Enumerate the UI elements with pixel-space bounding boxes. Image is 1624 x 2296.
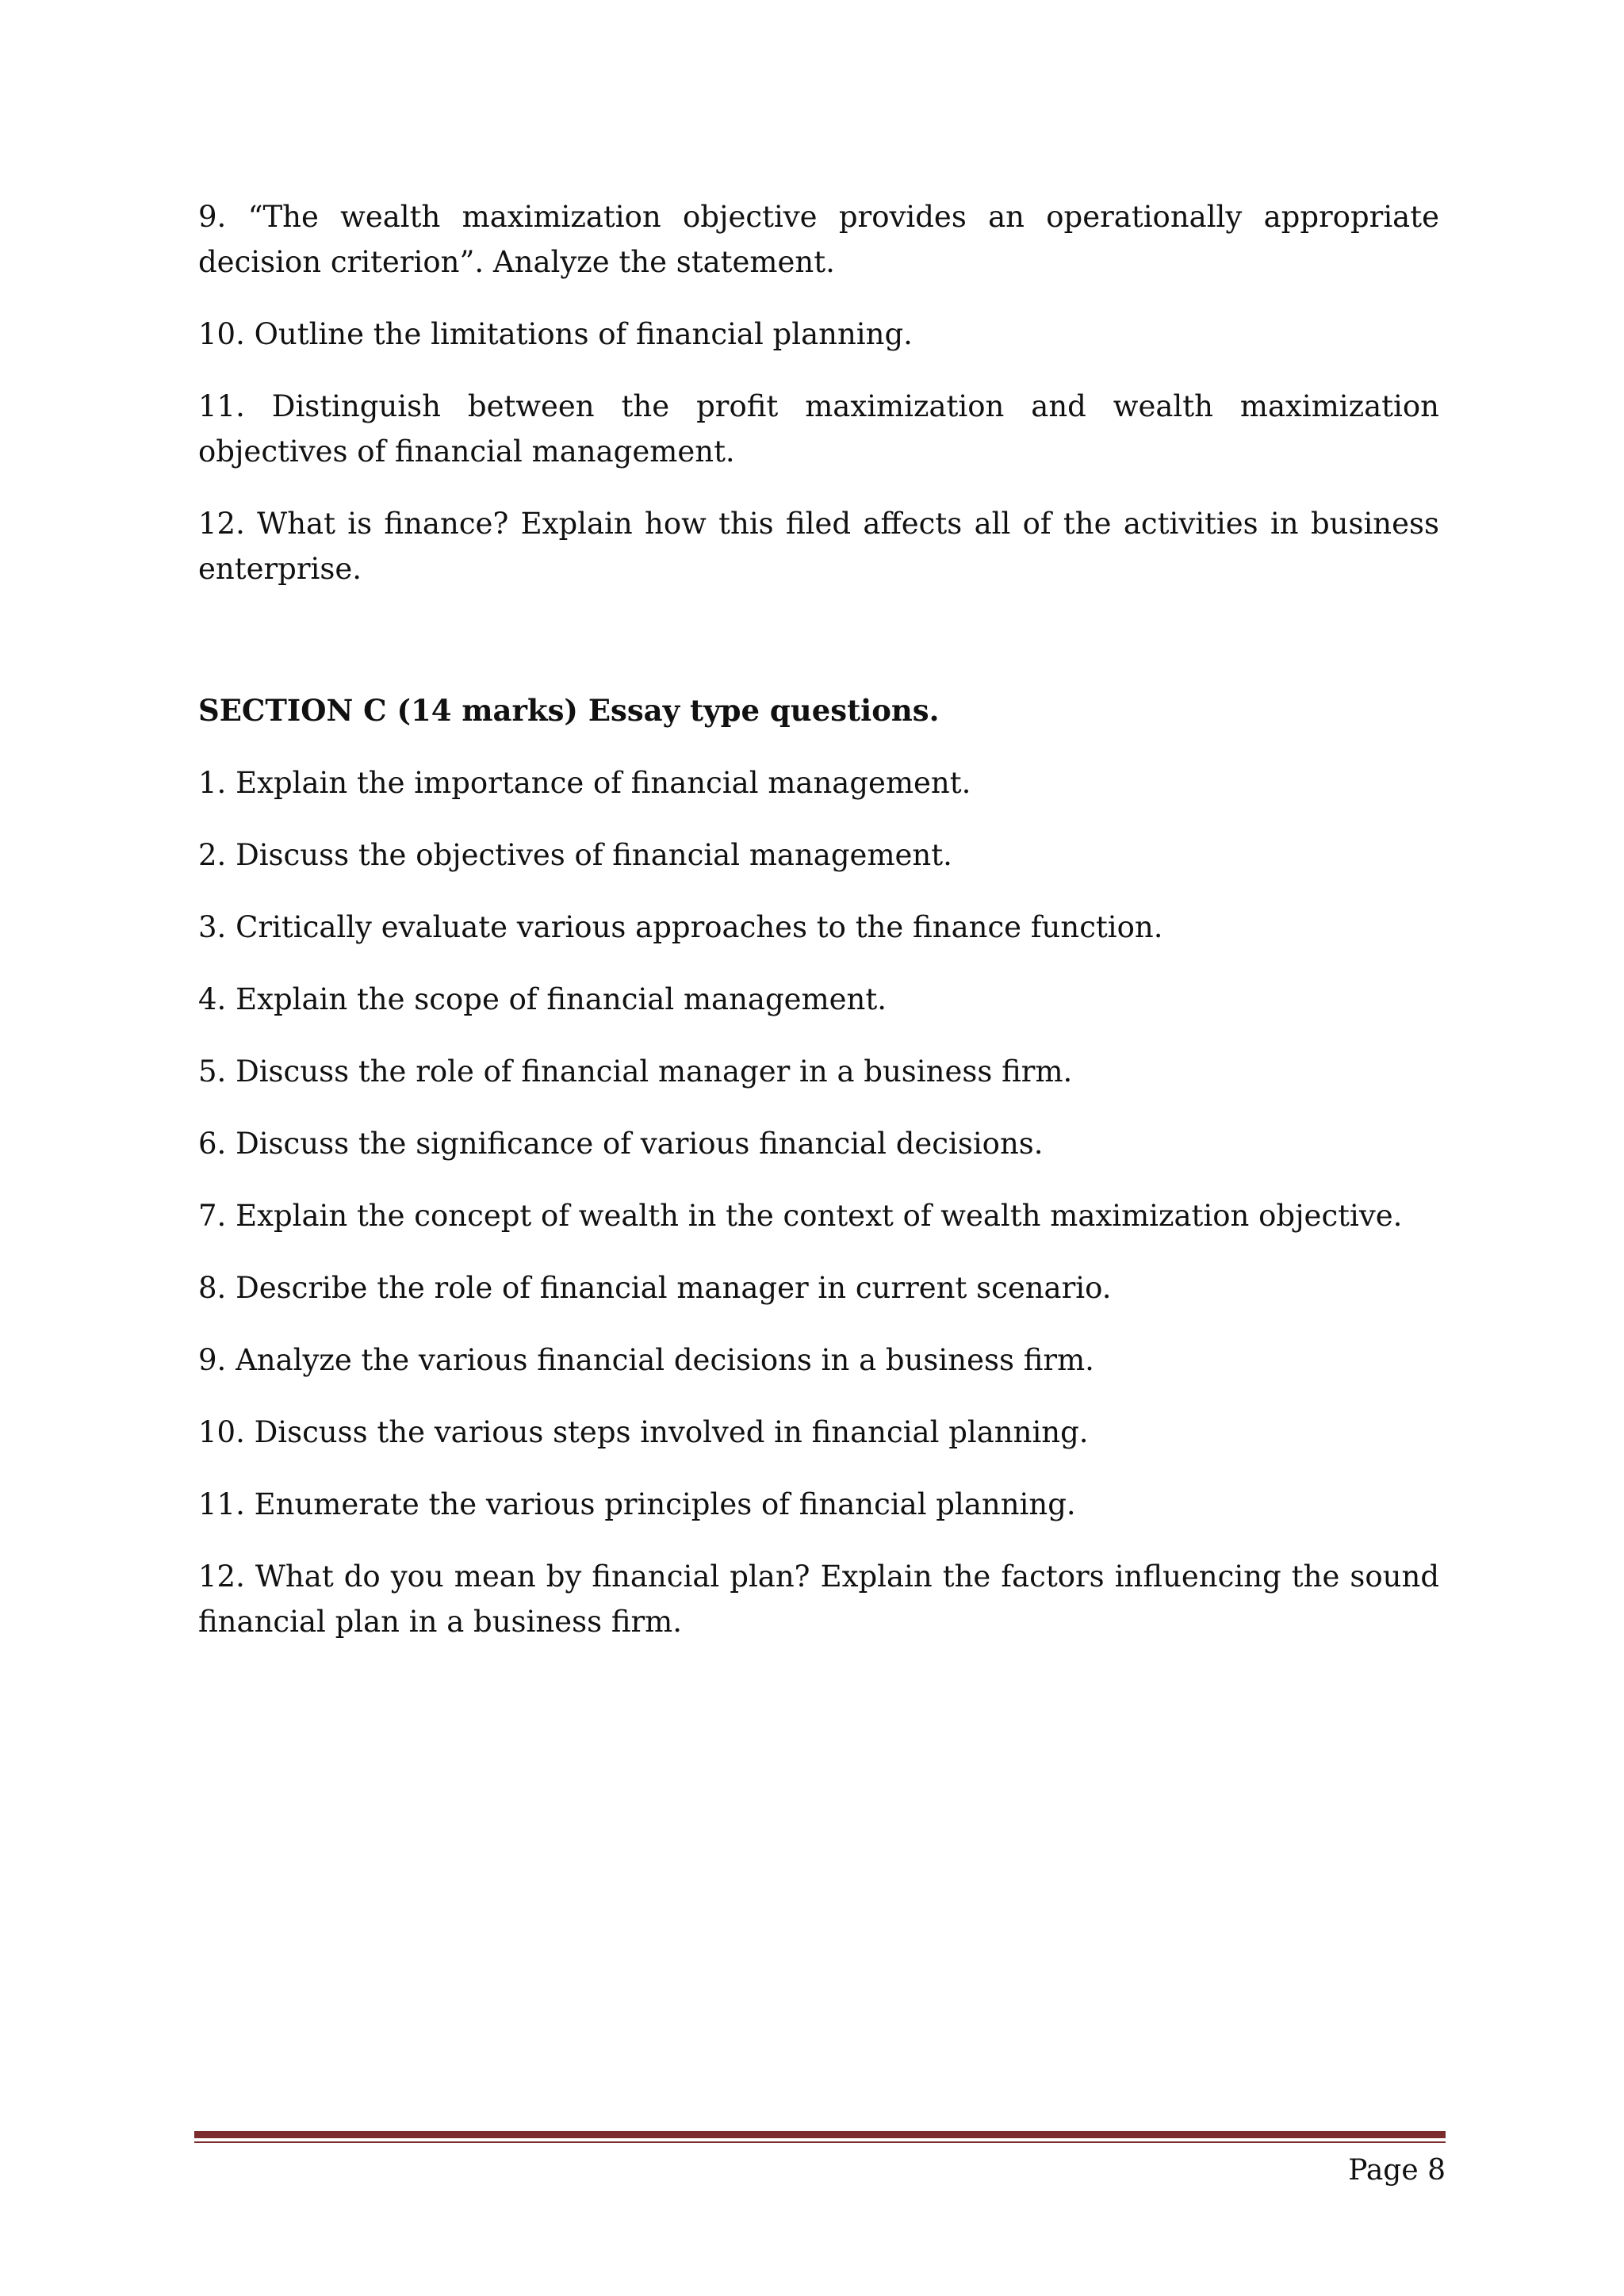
page-number: Page 8 [1348, 2154, 1446, 2187]
footer-rule-thick [194, 2131, 1446, 2138]
question-c-3: 3. Critically evaluate various approaches to the finance function. [198, 910, 1163, 944]
question-c-5: 5. Discuss the role of financial manager in a business firm. [198, 1054, 1073, 1089]
page-content [198, 194, 1439, 1671]
question-c-7: 7. Explain the concept of wealth in the context of wealth maximization objective. [198, 1199, 1403, 1233]
section-spacer [198, 618, 1439, 688]
section-c-heading: SECTION C (14 marks) Essay type questions. [198, 693, 940, 728]
question-c-11: 11. Enumerate the various principles of financial planning. [198, 1487, 1076, 1521]
question-b-10: 10. Outline the limitations of financial planning. [198, 317, 913, 351]
question-c-4: 4. Explain the scope of financial management. [198, 982, 887, 1016]
question-c-10: 10. Discuss the various steps involved in financial planning. [198, 1415, 1089, 1449]
question-b-12: 12. What is finance? Explain how this filed affects all of the activities in business enterprise. [198, 507, 1439, 586]
question-c-2: 2. Discuss the objectives of financial management. [198, 838, 952, 872]
question-b-11: 11. Distinguish between the profit maximization and wealth maximization objectives of financial management. [198, 389, 1439, 469]
question-c-1: 1. Explain the importance of financial management. [198, 766, 971, 800]
footer-rule-thin [194, 2141, 1446, 2143]
question-c-9: 9. Analyze the various financial decisions in a business firm. [198, 1343, 1094, 1377]
footer-rule [194, 2131, 1446, 2143]
question-c-6: 6. Discuss the significance of various financial decisions. [198, 1127, 1044, 1161]
question-b-9: 9. “The wealth maximization objective provides an operationally appropriate decision criterion”. Analyze the statement. [198, 200, 1439, 279]
question-c-12: 12. What do you mean by financial plan? Explain the factors influencing the sound financial plan in a business firm. [198, 1559, 1439, 1639]
question-c-8: 8. Describe the role of financial manager in current scenario. [198, 1271, 1112, 1305]
